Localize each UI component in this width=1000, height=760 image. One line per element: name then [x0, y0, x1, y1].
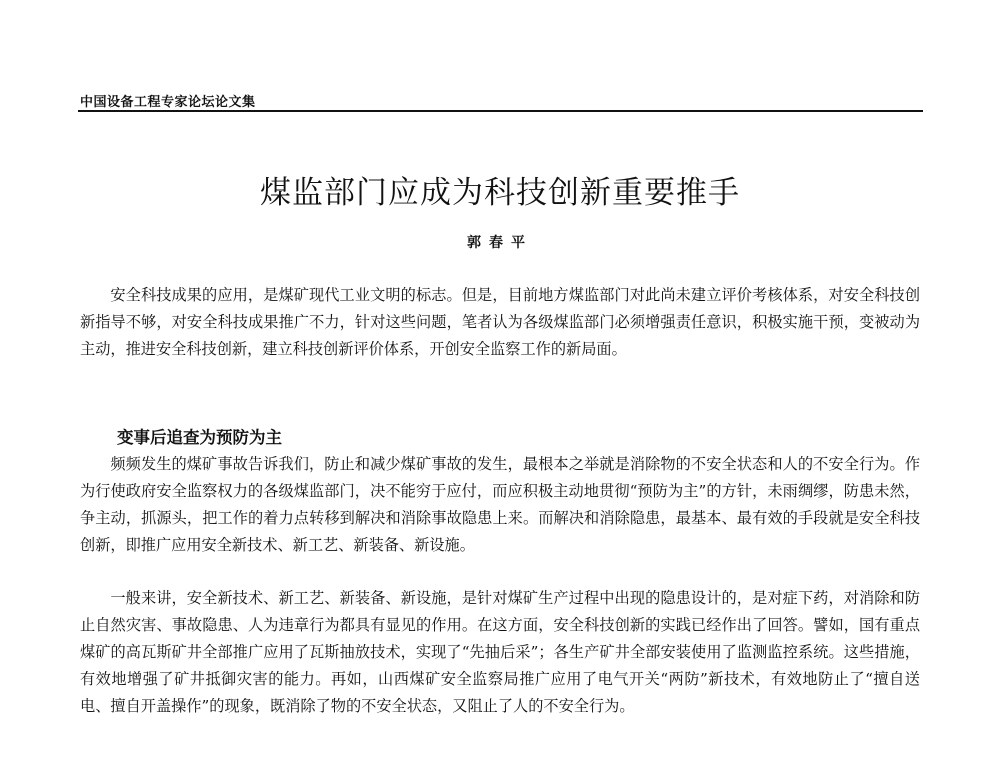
article-title: 煤监部门应成为科技创新重要推手 — [260, 174, 740, 211]
body-paragraph: 一般来讲，安全新技术、新工艺、新装备、新设施，是针对煤矿生产过程中出现的隐患设计的，是对症下药，对消除和防止自然灾害、事故隐患、人为违章行为都具有显见的作用。在这方面，安全科技创新的实践已经作出了回答。譬如，国有重点煤矿的高瓦斯矿井全部推广应用了瓦斯抽放技术，实现了“先抽后采”；各生产矿井全部安装使用了监测监控系统。这些措施，有效地增强了矿井抵御灾害的能力。再如，山西煤矿安全监察局推广应用了电气开关“两防”新技术，有效地防止了“擅自送电、擅自开盖操作”的现象，既消除了物的不安全状态，又阻止了人的不安全行为。 — [80, 589, 920, 715]
author-name: 郭春平 — [467, 235, 533, 251]
running-head: 中国设备工程专家论坛论文集 — [80, 95, 256, 110]
header-rule — [78, 110, 923, 112]
section-heading: 变事后追查为预防为主 — [117, 428, 282, 447]
body-paragraph: 频频发生的煤矿事故告诉我们，防止和减少煤矿事故的发生，最根本之举就是消除物的不安全状态和人的不安全行为。作为行使政府安全监察权力的各级煤监部门，决不能穷于应付，而应积极主动地贯彻“预防为主”的方针，未雨绸缪，防患未然，争主动，抓源头，把工作的着力点转移到解决和消除事故隐患上来。而解决和消除隐患，最基本、最有效的手段就是安全科技创新，即推广应用安全新技术、新工艺、新装备、新设施。 — [80, 455, 920, 554]
abstract-paragraph: 安全科技成果的应用，是煤矿现代工业文明的标志。但是，目前地方煤监部门对此尚未建立评价考核体系，对安全科技创新指导不够，对安全科技成果推广不力，针对这些问题，笔者认为各级煤监部门必须增强责任意识，积极实施干预，变被动为主动，推进安全科技创新，建立科技创新评价体系，开创安全监察工作的新局面。 — [80, 286, 920, 358]
